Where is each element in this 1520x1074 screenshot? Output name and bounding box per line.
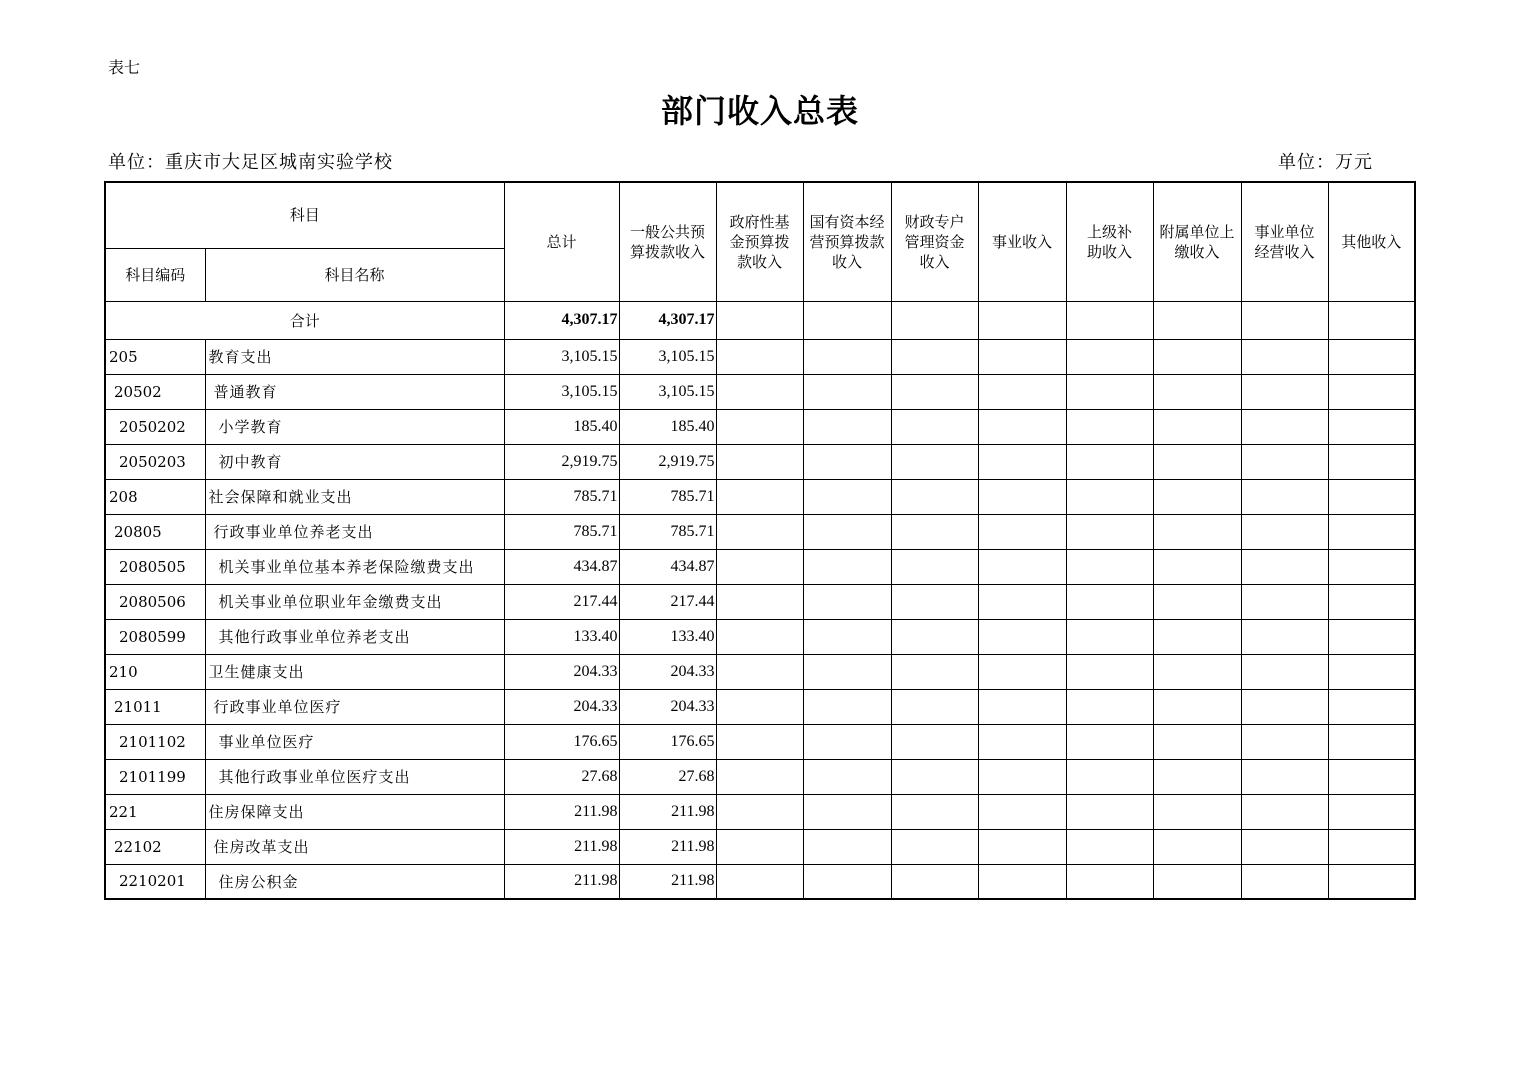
empty-cell [1328, 514, 1415, 549]
empty-cell [1241, 374, 1328, 409]
empty-cell [803, 689, 891, 724]
empty-cell [716, 724, 803, 759]
total-cell: 211.98 [504, 864, 619, 899]
header-other: 其他收入 [1328, 182, 1415, 301]
empty-cell [891, 689, 978, 724]
subject-code-cell: 2080505 [105, 549, 205, 584]
empty-cell [1328, 549, 1415, 584]
empty-cell [1328, 724, 1415, 759]
empty-cell [716, 829, 803, 864]
subject-code-cell: 21011 [105, 689, 205, 724]
table-row [105, 339, 1415, 374]
empty-cell [978, 301, 1066, 339]
table-row [105, 724, 1415, 759]
general-budget-cell: 3,105.15 [619, 339, 716, 374]
total-cell: 176.65 [504, 724, 619, 759]
general-budget-cell: 185.40 [619, 409, 716, 444]
empty-cell [891, 339, 978, 374]
empty-cell [978, 759, 1066, 794]
empty-cell [1328, 301, 1415, 339]
total-cell: 204.33 [504, 654, 619, 689]
empty-cell [1241, 339, 1328, 374]
empty-cell [1066, 689, 1153, 724]
table-row [105, 794, 1415, 829]
empty-cell [1328, 479, 1415, 514]
empty-cell [978, 339, 1066, 374]
empty-cell [1066, 619, 1153, 654]
empty-cell [716, 514, 803, 549]
empty-cell [1241, 724, 1328, 759]
table-row [105, 654, 1415, 689]
table-row [105, 619, 1415, 654]
empty-cell [716, 654, 803, 689]
header-state-capital: 国有资本经营预算拨款收入 [803, 182, 891, 301]
empty-cell [1328, 794, 1415, 829]
general-budget-cell: 785.71 [619, 479, 716, 514]
empty-cell [978, 514, 1066, 549]
empty-cell [1153, 549, 1241, 584]
subject-name-cell: 教育支出 [205, 339, 504, 374]
empty-cell [891, 409, 978, 444]
empty-cell [1153, 829, 1241, 864]
total-cell: 785.71 [504, 514, 619, 549]
general-budget-cell: 2,919.75 [619, 444, 716, 479]
empty-cell [716, 549, 803, 584]
empty-cell [1066, 409, 1153, 444]
subject-code-cell: 2050203 [105, 444, 205, 479]
empty-cell [803, 829, 891, 864]
empty-cell [803, 514, 891, 549]
empty-cell [1328, 339, 1415, 374]
income-summary-table [104, 181, 1416, 900]
subject-code-cell: 2080506 [105, 584, 205, 619]
header-fiscal-special: 财政专户管理资金收入 [891, 182, 978, 301]
empty-cell [1153, 444, 1241, 479]
empty-cell [1066, 514, 1153, 549]
empty-cell [978, 689, 1066, 724]
table-row [105, 864, 1415, 899]
empty-cell [1241, 514, 1328, 549]
empty-cell [978, 409, 1066, 444]
empty-cell [978, 549, 1066, 584]
total-cell: 27.68 [504, 759, 619, 794]
empty-cell [716, 374, 803, 409]
subject-code-cell: 2101199 [105, 759, 205, 794]
total-cell: 785.71 [504, 479, 619, 514]
empty-cell [1153, 619, 1241, 654]
empty-cell [803, 619, 891, 654]
subject-name-cell: 卫生健康支出 [205, 654, 504, 689]
empty-cell [1241, 759, 1328, 794]
page-title: 部门收入总表 [660, 92, 859, 130]
currency-unit-label: 单位：万元 [1278, 152, 1373, 173]
empty-cell [1328, 759, 1415, 794]
header-affiliated: 附属单位上缴收入 [1153, 182, 1241, 301]
empty-cell [716, 479, 803, 514]
total-label: 合计 [105, 301, 504, 339]
subject-code-cell: 208 [105, 479, 205, 514]
subject-code-cell: 20805 [105, 514, 205, 549]
empty-cell [1153, 409, 1241, 444]
empty-cell [716, 794, 803, 829]
empty-cell [891, 549, 978, 584]
general-budget-cell: 217.44 [619, 584, 716, 619]
empty-cell [891, 514, 978, 549]
subject-code-cell: 205 [105, 339, 205, 374]
empty-cell [1066, 479, 1153, 514]
empty-cell [891, 759, 978, 794]
total-cell: 211.98 [504, 794, 619, 829]
empty-cell [803, 654, 891, 689]
general-budget-cell: 211.98 [619, 794, 716, 829]
empty-cell [1153, 514, 1241, 549]
total-cell: 434.87 [504, 549, 619, 584]
subject-name-cell: 其他行政事业单位医疗支出 [205, 759, 504, 794]
empty-cell [978, 584, 1066, 619]
header-total: 总计 [504, 182, 619, 301]
empty-cell [1066, 794, 1153, 829]
subject-code-cell: 22102 [105, 829, 205, 864]
empty-cell [978, 374, 1066, 409]
empty-cell [1328, 689, 1415, 724]
empty-cell [1066, 339, 1153, 374]
empty-cell [1241, 864, 1328, 899]
total-cell: 204.33 [504, 689, 619, 724]
empty-cell [1328, 654, 1415, 689]
subject-code-cell: 221 [105, 794, 205, 829]
empty-cell [1066, 759, 1153, 794]
subject-name-cell: 住房保障支出 [205, 794, 504, 829]
table-row [105, 584, 1415, 619]
general-budget-cell: 3,105.15 [619, 374, 716, 409]
empty-cell [891, 479, 978, 514]
general-budget-cell: 27.68 [619, 759, 716, 794]
empty-cell [1241, 584, 1328, 619]
empty-cell [803, 301, 891, 339]
subject-name-cell: 社会保障和就业支出 [205, 479, 504, 514]
empty-cell [803, 724, 891, 759]
subject-code-cell: 20502 [105, 374, 205, 409]
empty-cell [716, 864, 803, 899]
empty-cell [978, 444, 1066, 479]
empty-cell [1066, 301, 1153, 339]
header-general-budget: 一般公共预算拨款收入 [619, 182, 716, 301]
table-row [105, 759, 1415, 794]
general-budget-cell: 133.40 [619, 619, 716, 654]
empty-cell [803, 479, 891, 514]
empty-cell [891, 724, 978, 759]
empty-cell [1066, 829, 1153, 864]
empty-cell [1153, 339, 1241, 374]
empty-cell [803, 864, 891, 899]
empty-cell [1328, 864, 1415, 899]
general-budget-cell: 434.87 [619, 549, 716, 584]
empty-cell [803, 549, 891, 584]
empty-cell [1153, 724, 1241, 759]
empty-cell [716, 619, 803, 654]
general-budget-cell: 211.98 [619, 864, 716, 899]
subject-name-cell: 初中教育 [205, 444, 504, 479]
empty-cell [803, 444, 891, 479]
total-cell: 3,105.15 [504, 339, 619, 374]
empty-cell [716, 301, 803, 339]
table-row [105, 374, 1415, 409]
empty-cell [1066, 864, 1153, 899]
empty-cell [1153, 864, 1241, 899]
subject-name-cell: 普通教育 [205, 374, 504, 409]
empty-cell [1066, 654, 1153, 689]
empty-cell [891, 374, 978, 409]
header-name: 科目名称 [205, 248, 504, 301]
empty-cell [716, 584, 803, 619]
empty-cell [1153, 654, 1241, 689]
empty-cell [716, 759, 803, 794]
empty-cell [978, 794, 1066, 829]
general-budget-cell: 785.71 [619, 514, 716, 549]
header-gov-fund: 政府性基金预算拨款收入 [716, 182, 803, 301]
subject-name-cell: 其他行政事业单位养老支出 [205, 619, 504, 654]
general-budget-cell: 211.98 [619, 829, 716, 864]
subject-name-cell: 小学教育 [205, 409, 504, 444]
empty-cell [891, 584, 978, 619]
header-subject: 科目 [105, 182, 504, 248]
empty-cell [1241, 829, 1328, 864]
empty-cell [1328, 619, 1415, 654]
empty-cell [1066, 374, 1153, 409]
subject-name-cell: 机关事业单位职业年金缴费支出 [205, 584, 504, 619]
empty-cell [803, 339, 891, 374]
subject-name-cell: 行政事业单位医疗 [205, 689, 504, 724]
empty-cell [1241, 409, 1328, 444]
empty-cell [891, 619, 978, 654]
total-cell: 3,105.15 [504, 374, 619, 409]
table-row [105, 549, 1415, 584]
empty-cell [1328, 409, 1415, 444]
empty-cell [803, 794, 891, 829]
empty-cell [1241, 689, 1328, 724]
header-superior-subsidy: 上级补助收入 [1066, 182, 1153, 301]
subject-name-cell: 住房改革支出 [205, 829, 504, 864]
empty-cell [1153, 794, 1241, 829]
empty-cell [1328, 584, 1415, 619]
header-business-income: 事业收入 [978, 182, 1066, 301]
table-row [105, 689, 1415, 724]
empty-cell [1241, 619, 1328, 654]
empty-cell [1153, 689, 1241, 724]
total-cell: 185.40 [504, 409, 619, 444]
empty-cell [716, 339, 803, 374]
empty-cell [978, 619, 1066, 654]
total-cell: 2,919.75 [504, 444, 619, 479]
empty-cell [891, 654, 978, 689]
subject-code-cell: 2101102 [105, 724, 205, 759]
empty-cell [1153, 479, 1241, 514]
empty-cell [1153, 584, 1241, 619]
empty-cell [891, 794, 978, 829]
total-general-budget-cell: 4,307.17 [619, 301, 716, 339]
total-cell: 4,307.17 [504, 301, 619, 339]
subject-name-cell: 事业单位医疗 [205, 724, 504, 759]
organization-unit-label: 单位：重庆市大足区城南实验学校 [108, 152, 393, 173]
empty-cell [716, 409, 803, 444]
empty-cell [1241, 794, 1328, 829]
empty-cell [1241, 479, 1328, 514]
empty-cell [716, 444, 803, 479]
empty-cell [891, 829, 978, 864]
subject-code-cell: 2050202 [105, 409, 205, 444]
empty-cell [1066, 584, 1153, 619]
empty-cell [978, 864, 1066, 899]
empty-cell [978, 829, 1066, 864]
table-row [105, 409, 1415, 444]
table-row [105, 829, 1415, 864]
empty-cell [803, 759, 891, 794]
empty-cell [1241, 444, 1328, 479]
general-budget-cell: 204.33 [619, 654, 716, 689]
empty-cell [1066, 444, 1153, 479]
empty-cell [803, 409, 891, 444]
empty-cell [1066, 549, 1153, 584]
general-budget-cell: 176.65 [619, 724, 716, 759]
empty-cell [978, 654, 1066, 689]
total-cell: 133.40 [504, 619, 619, 654]
empty-cell [1328, 829, 1415, 864]
subject-code-cell: 2210201 [105, 864, 205, 899]
table-number-label: 表七 [108, 58, 141, 77]
table-row [105, 479, 1415, 514]
empty-cell [891, 444, 978, 479]
empty-cell [716, 689, 803, 724]
table-row [105, 444, 1415, 479]
subject-code-cell: 2080599 [105, 619, 205, 654]
empty-cell [803, 374, 891, 409]
empty-cell [1241, 301, 1328, 339]
total-row [105, 301, 1415, 339]
empty-cell [978, 724, 1066, 759]
empty-cell [1328, 444, 1415, 479]
empty-cell [978, 479, 1066, 514]
empty-cell [1153, 301, 1241, 339]
total-cell: 217.44 [504, 584, 619, 619]
empty-cell [1066, 724, 1153, 759]
total-cell: 211.98 [504, 829, 619, 864]
subject-name-cell: 住房公积金 [205, 864, 504, 899]
table-row [105, 514, 1415, 549]
empty-cell [1153, 759, 1241, 794]
empty-cell [1153, 374, 1241, 409]
empty-cell [1328, 374, 1415, 409]
subject-code-cell: 210 [105, 654, 205, 689]
general-budget-cell: 204.33 [619, 689, 716, 724]
header-operating: 事业单位经营收入 [1241, 182, 1328, 301]
empty-cell [803, 584, 891, 619]
subject-name-cell: 行政事业单位养老支出 [205, 514, 504, 549]
empty-cell [1241, 654, 1328, 689]
empty-cell [891, 301, 978, 339]
empty-cell [1241, 549, 1328, 584]
header-code: 科目编码 [105, 248, 205, 301]
subject-name-cell: 机关事业单位基本养老保险缴费支出 [205, 549, 504, 584]
empty-cell [891, 864, 978, 899]
